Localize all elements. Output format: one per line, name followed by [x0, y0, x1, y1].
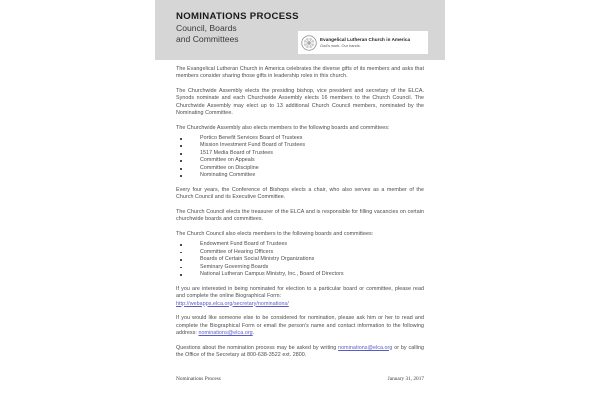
assembly-boards-list	[176, 135, 424, 180]
document-page	[155, 0, 445, 400]
organization-tagline: God's work. Our hands.	[320, 42, 361, 48]
list-item: National Lutheran Campus Ministry, Inc., Board of Directors	[176, 271, 424, 279]
footer-date: January 31, 2017	[387, 376, 424, 382]
logo-text-block	[320, 38, 410, 48]
paragraph-assembly-elects-lead-in: The Churchwide Assembly also elects members to the following boards and committees:	[176, 124, 390, 131]
page-footer	[176, 376, 424, 382]
paragraph-questions	[176, 345, 424, 360]
nominations-email-link-2[interactable]: nominations@elca.org	[338, 344, 393, 351]
list-item: Nominating Committee	[176, 172, 424, 180]
paragraph-nominate-someone-else-text: If you would like someone else to be considered for nomination, please ask him or her to read and complete the Biographical Form or email the person's name and contact information to the following address:	[176, 315, 424, 336]
paragraph-biographical-form	[176, 286, 424, 308]
page-subtitle-line-1: Council, Boards	[176, 23, 237, 33]
elca-cross-circle-logo-icon	[301, 35, 317, 51]
paragraph-churchwide-assembly: The Churchwide Assembly elects the presiding bishop, vice president and secretary of the ELCA. Synods nominate and each Churchwide Assembly elects 16 members to the Church Council. The Churchwide Assembly may elect up to 13 additional Church Council members, nominated by the Nominating Committee.	[176, 88, 424, 117]
paragraph-nominate-someone-else	[176, 315, 424, 337]
page-title: NOMINATIONS PROCESS	[176, 11, 299, 22]
paragraph-intro: The Evangelical Lutheran Church in America celebrates the diverse gifts of its members and asks that members consider sharing those gifts in leadership roles in this church.	[176, 66, 424, 80]
list-item: Mission Investment Fund Board of Trustees	[176, 142, 424, 150]
paragraph-questions-suffix: or by calling the Office of the Secretary at 800-638-3522 ext. 2800.	[176, 344, 424, 358]
paragraph-questions-prefix: Questions about the nomination process may be asked by writing	[176, 344, 339, 351]
paragraph-biographical-form-text: If you are interested in being nominated for election to a particular board or committee, please read and complete the online Biographical Form:	[176, 285, 424, 300]
paragraph-council-elects-lead-in: The Church Council also elects members to the following boards and committees:	[176, 231, 374, 237]
list-item: Seminary Governing Boards	[176, 264, 424, 272]
page-subtitle-line-2: and Committees	[176, 34, 239, 45]
organization-logo-lockup	[298, 31, 428, 54]
document-header-band	[155, 0, 445, 60]
footer-document-name: Nominations Process	[176, 376, 221, 382]
list-item: Portico Benefit Services Board of Trustees	[176, 135, 424, 143]
organization-name: Evangelical Lutheran Church in America	[320, 36, 411, 42]
paragraph-nominate-someone-else-tail: .	[252, 329, 255, 336]
nominations-email-link-1[interactable]: nominations@elca.org	[198, 329, 253, 336]
biographical-form-link[interactable]: http://webapps.elca.org/secretary/nominations/	[176, 300, 289, 307]
document-body	[176, 66, 424, 367]
list-item: Committee on Discipline	[176, 165, 424, 173]
list-item: Boards of Certain Social Ministry Organizations	[176, 256, 424, 264]
paragraph-church-council-treasurer: The Church Council elects the treasurer of the ELCA and is responsible for filling vacancies on certain churchwide boards and committees.	[176, 209, 424, 223]
list-item: 1517 Media Board of Trustees	[176, 150, 424, 158]
council-boards-list	[176, 241, 424, 279]
paragraph-conference-of-bishops: Every four years, the Conference of Bishops elects a chair, who also serves as a member of the Church Council and its Executive Committee.	[176, 187, 424, 201]
list-item: Committee of Hearing Officers	[176, 249, 424, 257]
list-item: Committee on Appeals	[176, 157, 424, 165]
list-item: Endowment Fund Board of Trustees	[176, 241, 424, 249]
